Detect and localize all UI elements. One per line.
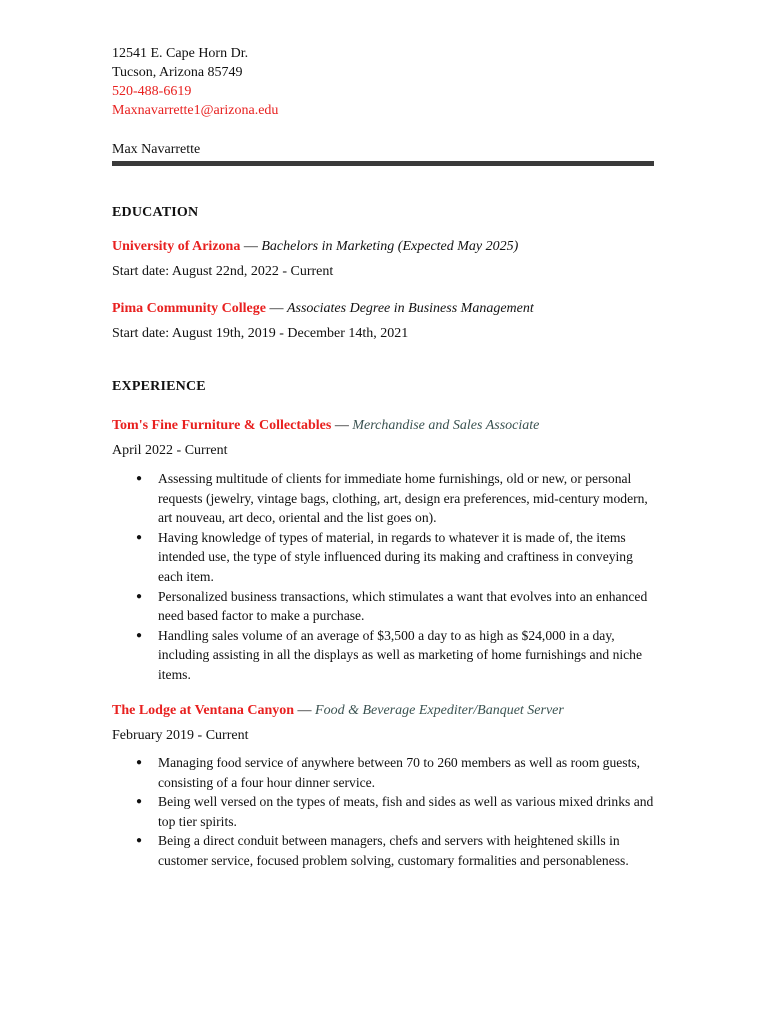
candidate-name: Max Navarrette: [112, 142, 201, 157]
experience-entry-1-org: Tom's Fine Furniture & Collectables: [112, 418, 332, 433]
bullet-text: Managing food service of anywhere between 70 to 260 members as well as room guests, consisting of a four hour dinner service.: [158, 755, 641, 790]
address-line-1: 12541 E. Cape Horn Dr.: [112, 46, 249, 61]
phone-number: 520-488-6619: [112, 84, 192, 99]
bullet-text: Being well versed on the types of meats, fish and sides as well as various mixed drinks and top tier spirits.: [158, 794, 654, 829]
bullet-icon: ●: [136, 590, 143, 602]
contact-block: [112, 44, 657, 120]
bullet-text: Personalized business transactions, which stimulates a want that evolves into an enhanced need based factor to make a purchase.: [158, 588, 648, 624]
resume-page: [112, 44, 657, 868]
experience-entry-1-bullets: [112, 469, 657, 685]
experience-heading: EXPERIENCE: [112, 379, 206, 394]
list-item: [112, 626, 657, 685]
experience-entry-2-date: February 2019 - Current: [112, 728, 249, 743]
list-item: [112, 831, 657, 870]
experience-entry-1-header: [112, 416, 539, 435]
bullet-text: Being a direct conduit between managers, chefs and servers with heightened skills in customer service, focused problem solving, customary formalities and personableness.: [158, 833, 629, 868]
bullet-icon: ●: [136, 835, 143, 847]
experience-entry-1-role: Merchandise and Sales Associate: [352, 418, 540, 433]
bullet-text: Handling sales volume of an average of $3,500 a day to as high as $24,000 in a day, including assisting in all the displays as well as marketing of home furnishings and niche items.: [158, 627, 643, 682]
education-entry-2-separator: —: [265, 301, 287, 316]
bullet-text: Assessing multitude of clients for immediate home furnishings, old or new, or personal requests (jewelry, vintage bags, clothing, art, design era preferences, mid-century modern, art nouveau, art deco, oriental and the list goes on).: [158, 471, 648, 526]
list-item: [112, 528, 657, 587]
experience-entry-1-separator: —: [331, 418, 353, 433]
education-entry-1-degree: Bachelors in Marketing (Expected May 2025): [261, 239, 519, 254]
experience-entry-2-separator: —: [294, 703, 316, 718]
experience-entry-1-date: April 2022 - Current: [112, 443, 228, 458]
education-entry-1-date: Start date: August 22nd, 2022 - Current: [112, 264, 334, 279]
bullet-icon: ●: [136, 757, 143, 768]
list-item: [112, 792, 657, 831]
list-item: [112, 587, 657, 626]
experience-entry-2-bullets: [112, 753, 657, 871]
bullet-icon: ●: [136, 473, 143, 484]
education-entry-2-org: Pima Community College: [112, 301, 266, 316]
education-entry-1-separator: —: [240, 239, 262, 254]
experience-entry-2-org: The Lodge at Ventana Canyon: [112, 703, 295, 718]
bullet-icon: ●: [136, 531, 143, 543]
bullet-text: Having knowledge of types of material, in regards to whatever it is made of, the items intended use, the type of style influenced during its making and craftiness in conveying each item.: [158, 529, 633, 584]
list-item: [112, 469, 657, 528]
education-entry-2-degree: Associates Degree in Business Management: [286, 301, 534, 316]
bullet-icon: ●: [136, 796, 143, 808]
email-address: Maxnavarrette1@arizona.edu: [112, 103, 279, 118]
list-item: [112, 753, 657, 792]
bullet-icon: ●: [136, 629, 143, 641]
header-divider: [112, 161, 654, 166]
education-entry-1-header: [112, 237, 518, 256]
education-entry-2-header: [112, 299, 534, 318]
address-line-2: Tucson, Arizona 85749: [112, 65, 243, 80]
education-entry-1-org: University of Arizona: [112, 239, 241, 254]
experience-entry-2-header: [112, 701, 564, 720]
education-entry-2-date: Start date: August 19th, 2019 - December 14th, 2021: [112, 326, 409, 341]
experience-entry-2-role: Food & Beverage Expediter/Banquet Server: [315, 703, 564, 718]
education-heading: EDUCATION: [112, 205, 199, 220]
